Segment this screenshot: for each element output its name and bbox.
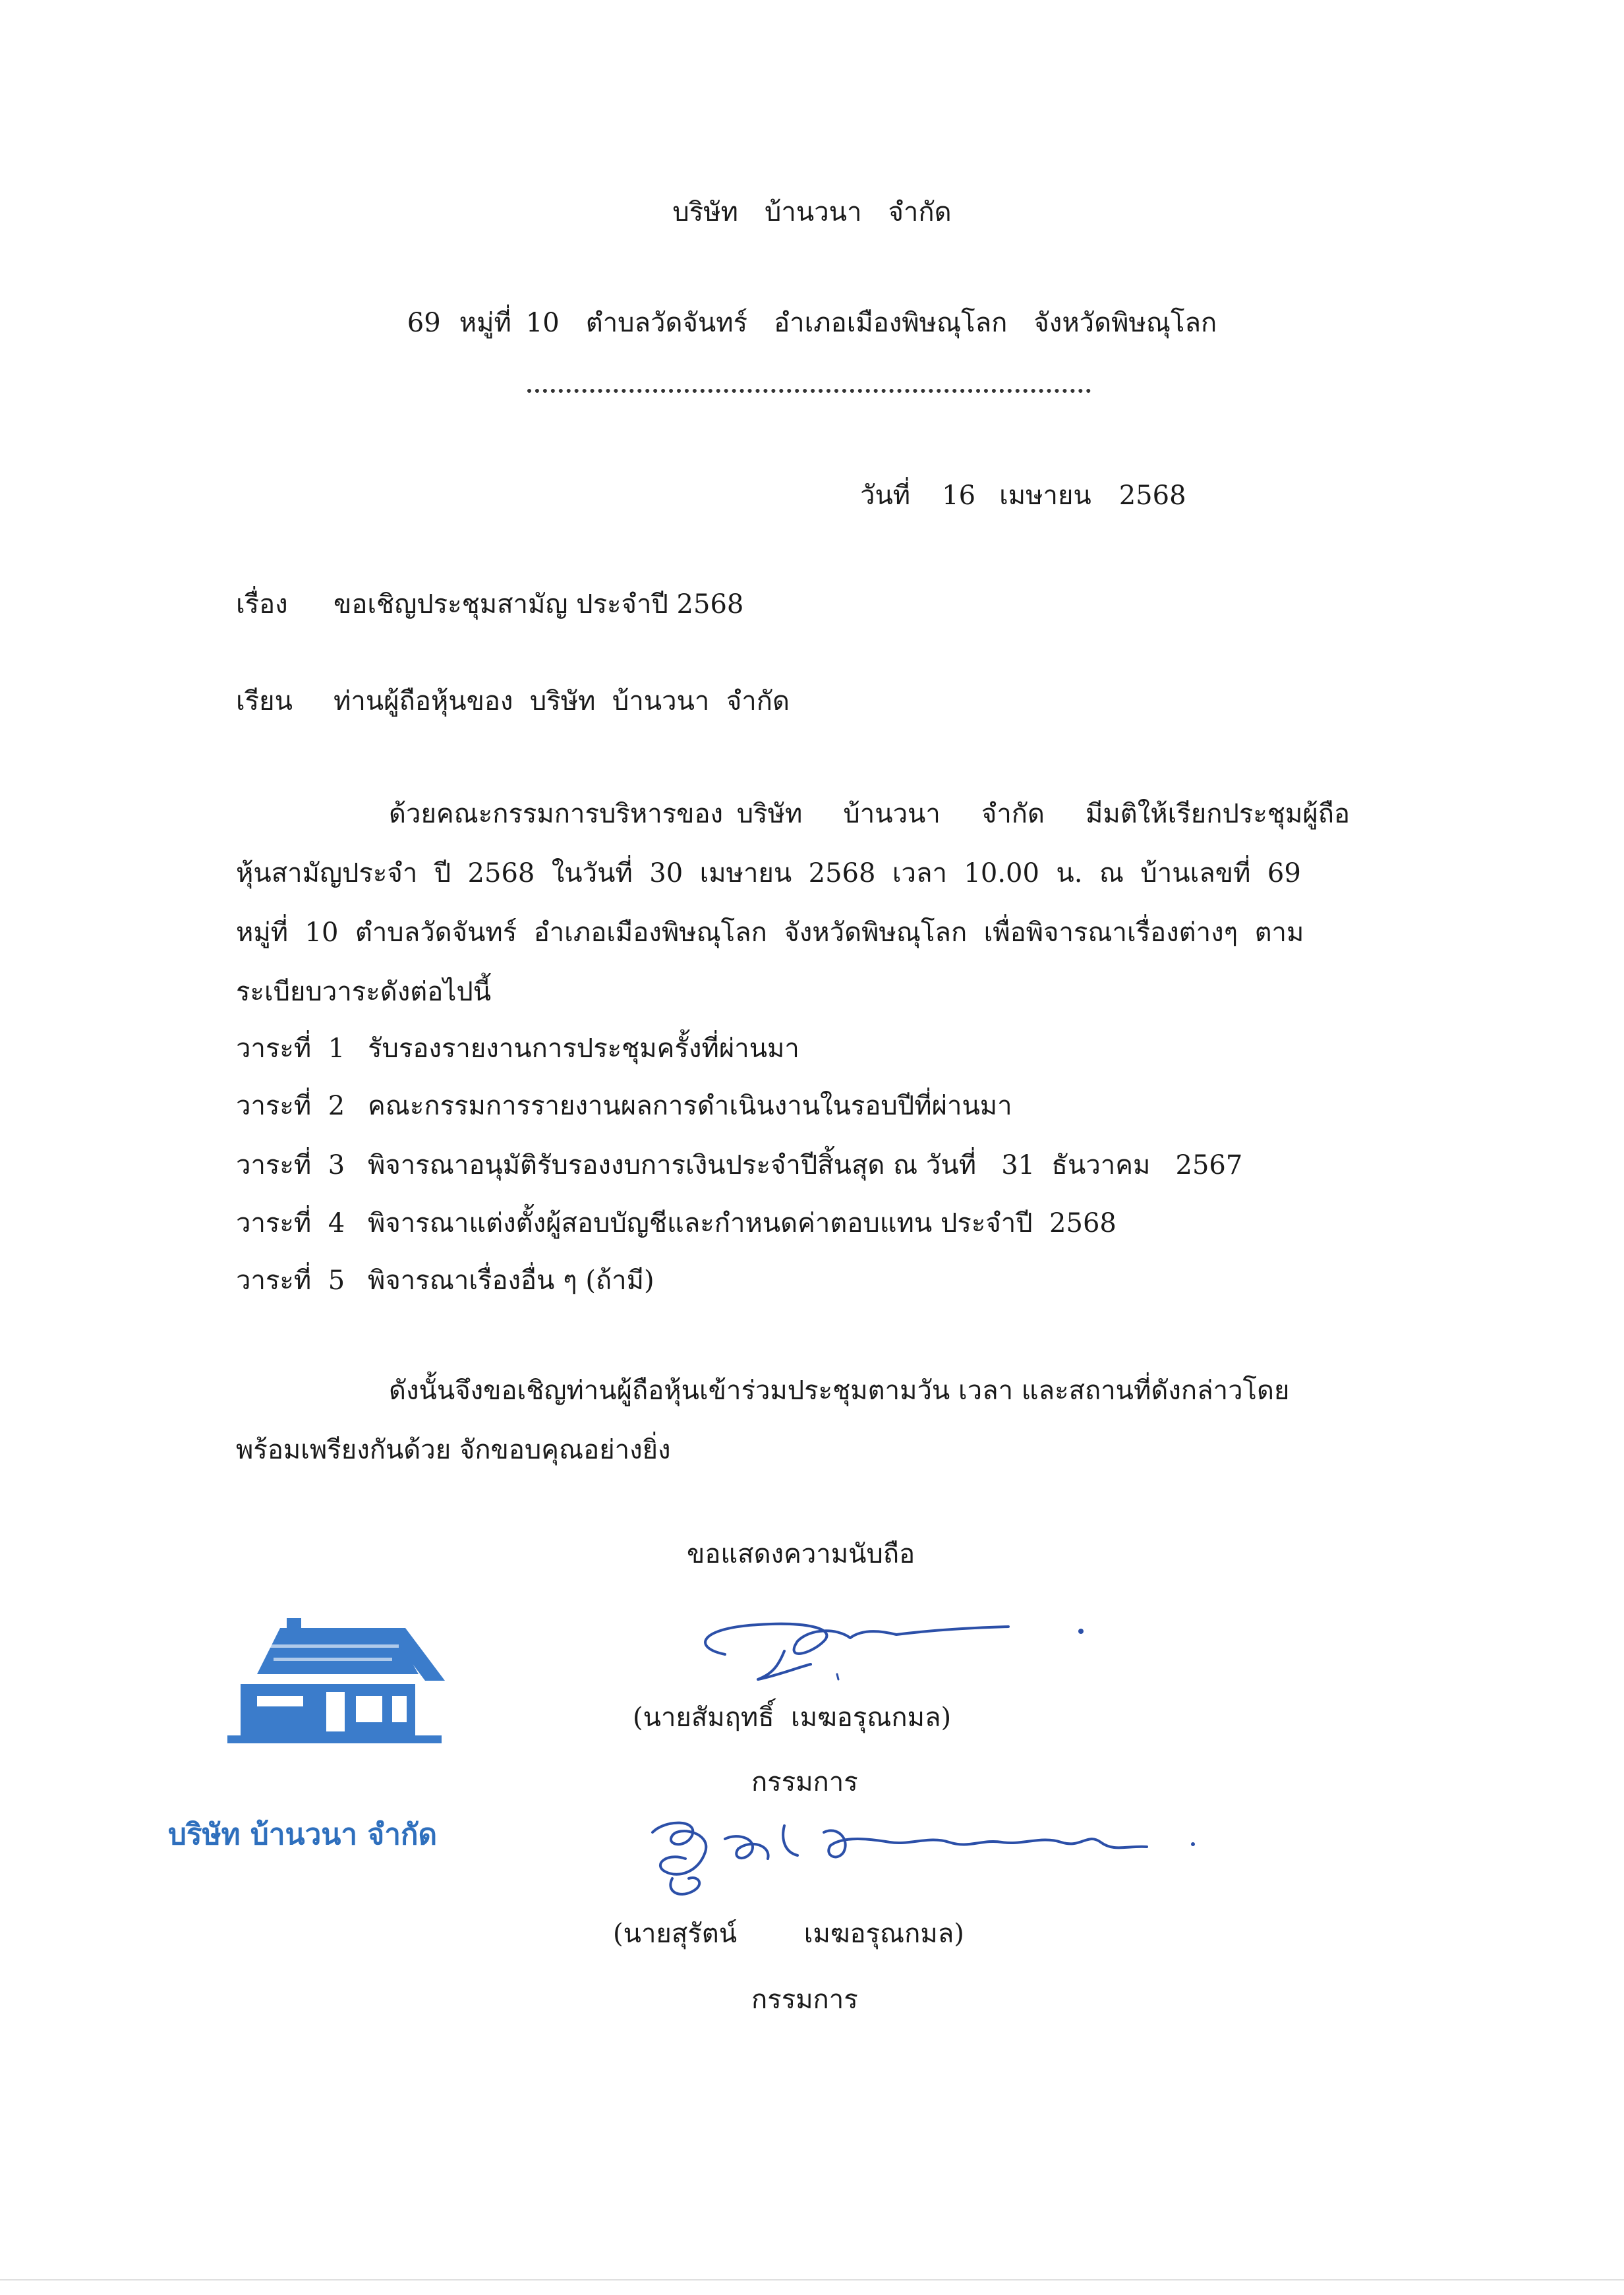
agenda-item xyxy=(236,1144,1242,1186)
company-stamp-text: บริษัท บ้านวนา จำกัด xyxy=(168,1818,438,1851)
bottom-edge xyxy=(0,2279,1624,2280)
body-line: ระเบียบวาระดังต่อไปนี้ xyxy=(236,977,492,1007)
subject-line xyxy=(236,589,743,620)
agenda-label: วาระที่ 5 xyxy=(236,1265,345,1296)
body-line: หมู่ที่ 10 ตำบลวัดจันทร์ อำเภอเมืองพิษณุโลก จังหวัดพิษณุโลก เพื่อพิจารณาเรื่องต่างๆ ตาม xyxy=(236,917,1304,948)
recipient-text: ท่านผู้ถือหุ้นของ บริษัท บ้านวนา จำกัด xyxy=(334,686,790,716)
closing-line: ดังนั้นจึงขอเชิญท่านผู้ถือหุ้นเข้าร่วมประชุมตามวัน เวลา และสถานที่ดังกล่าวโดย xyxy=(389,1376,1290,1406)
agenda-text: คณะกรรมการรายงานผลการดำเนินงานในรอบปีที่ผ่านมา xyxy=(368,1091,1012,1121)
agenda-text: พิจารณาอนุมัติรับรองงบการเงินประจำปีสิ้นสุด ณ วันที่ 31 ธันวาคม 2567 xyxy=(368,1150,1243,1180)
agenda-item xyxy=(236,1027,799,1069)
signatory-2-name: (นายสุรัตน์ เมฆอรุณกมล) xyxy=(613,1919,964,1949)
recipient-line xyxy=(236,685,790,717)
body-line: ด้วยคณะกรรมการบริหารของ บริษัท บ้านวนา จำกัด มีมติให้เรียกประชุมผู้ถือ xyxy=(389,799,1350,829)
body-line: หุ้นสามัญประจำ ปี 2568 ในวันที่ 30 เมษายน 2568 เวลา 10.00 น. ณ บ้านเลขที่ 69 xyxy=(236,858,1301,888)
agenda-item xyxy=(236,1259,654,1301)
agenda-text: พิจารณาแต่งตั้งผู้สอบบัญชีและกำหนดค่าตอบแทน ประจำปี 2568 xyxy=(368,1208,1116,1238)
subject-label: เรื่อง xyxy=(236,589,288,620)
agenda-item xyxy=(236,1202,1116,1244)
recipient-label: เรียน xyxy=(236,686,293,716)
company-address: 69 หมู่ที่ 10 ตำบลวัดจันทร์ อำเภอเมืองพิษณุโลก จังหวัดพิษณุโลก xyxy=(407,308,1217,338)
regards: ขอแสดงความนับถือ xyxy=(687,1539,915,1569)
signatory-1-title: กรรมการ xyxy=(751,1767,858,1797)
agenda-label: วาระที่ 1 xyxy=(236,1033,345,1064)
closing-paragraph xyxy=(236,1361,1350,1480)
signature-2 xyxy=(626,1806,1206,1911)
signatory-2-title: กรรมการ xyxy=(751,1985,858,2015)
agenda-text: รับรองรายงานการประชุมครั้งที่ผ่านมา xyxy=(368,1033,799,1064)
letter-date: วันที่ 16 เมษายน 2568 xyxy=(860,480,1186,511)
agenda-label: วาระที่ 3 xyxy=(236,1150,345,1180)
subject-text: ขอเชิญประชุมสามัญ ประจำปี 2568 xyxy=(334,589,744,620)
agenda-label: วาระที่ 2 xyxy=(236,1091,345,1121)
signature-1 xyxy=(685,1602,1094,1694)
agenda-item xyxy=(236,1084,1012,1126)
company-name: บริษัท บ้านวนา จำกัด xyxy=(672,197,952,227)
closing-line: พร้อมเพรียงกันด้วย จักขอบคุณอย่างยิ่ง xyxy=(236,1435,671,1465)
body-paragraph xyxy=(236,784,1350,1022)
signatory-1-name: (นายสัมฤทธิ์ เมฆอรุณกมล) xyxy=(633,1702,952,1733)
dotted-divider xyxy=(527,389,1091,393)
agenda-text: พิจารณาเรื่องอื่น ๆ (ถ้ามี) xyxy=(368,1265,654,1296)
agenda-label: วาระที่ 4 xyxy=(236,1208,345,1238)
house-icon xyxy=(221,1618,448,1747)
